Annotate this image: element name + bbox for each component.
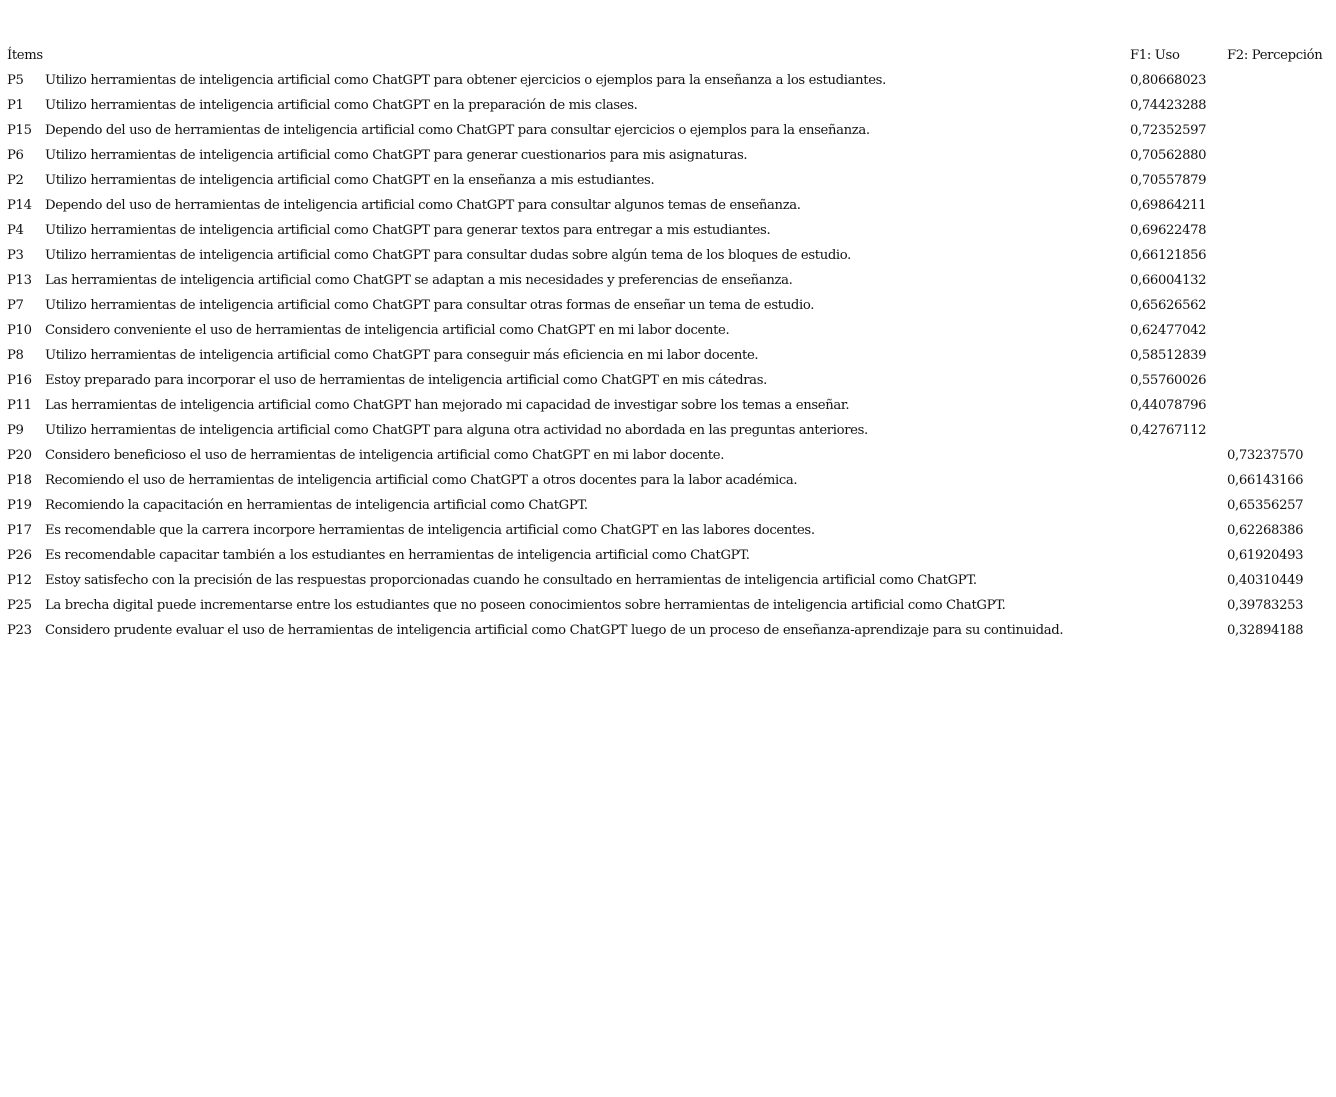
table-row [7, 343, 1327, 368]
table-row [7, 218, 1327, 243]
f2-loading: 0,40310449 [1227, 573, 1304, 588]
table-row [7, 293, 1327, 318]
table-row [7, 143, 1327, 168]
header-f2: F2: Percepción [1227, 48, 1323, 63]
item-text: La brecha digital puede incrementarse entre los estudiantes que no poseen conocimientos sobre herramientas de inteligencia artificial como ChatGPT. [45, 598, 1006, 613]
item-code: P10 [7, 323, 32, 338]
f2-loading [1227, 218, 1327, 243]
f1-loading [1130, 543, 1227, 568]
item-text: Considero conveniente el uso de herramientas de inteligencia artificial como ChatGPT en mi labor docente. [45, 323, 730, 338]
f1-loading: 0,70562880 [1130, 148, 1207, 163]
item-code: P5 [7, 73, 24, 88]
f2-loading [1227, 193, 1327, 218]
f2-loading: 0,39783253 [1227, 598, 1304, 613]
item-code: P1 [7, 98, 24, 113]
item-code: P17 [7, 523, 32, 538]
f2-loading [1227, 393, 1327, 418]
f2-loading: 0,62268386 [1227, 523, 1304, 538]
f2-loading [1227, 318, 1327, 343]
f1-loading [1130, 468, 1227, 493]
item-text: Considero prudente evaluar el uso de herramientas de inteligencia artificial como ChatGPT luego de un proceso de enseñanza-aprendizaje para su continuidad. [45, 623, 1064, 638]
item-code: P6 [7, 148, 24, 163]
f2-loading: 0,61920493 [1227, 548, 1304, 563]
f1-loading [1130, 518, 1227, 543]
f2-loading [1227, 68, 1327, 93]
f1-loading [1130, 443, 1227, 468]
f1-loading: 0,58512839 [1130, 348, 1207, 363]
item-text: Utilizo herramientas de inteligencia artificial como ChatGPT para generar textos para entregar a mis estudiantes. [45, 223, 771, 238]
table-row [7, 543, 1327, 568]
item-code: P7 [7, 298, 24, 313]
table-row [7, 618, 1327, 643]
item-code: P16 [7, 373, 32, 388]
item-text: Estoy preparado para incorporar el uso de herramientas de inteligencia artificial como ChatGPT en mis cátedras. [45, 373, 767, 388]
item-code: P23 [7, 623, 32, 638]
f1-loading: 0,42767112 [1130, 423, 1207, 438]
item-text: Recomiendo el uso de herramientas de inteligencia artificial como ChatGPT a otros docentes para la labor académica. [45, 473, 798, 488]
factor-loadings-table [7, 43, 1327, 643]
table-row [7, 118, 1327, 143]
item-text: Utilizo herramientas de inteligencia artificial como ChatGPT para obtener ejercicios o ejemplos para la enseñanza a los estudiantes. [45, 73, 886, 88]
f1-loading: 0,55760026 [1130, 373, 1207, 388]
f2-loading [1227, 343, 1327, 368]
f2-loading: 0,65356257 [1227, 498, 1304, 513]
f1-loading: 0,72352597 [1130, 123, 1207, 138]
f1-loading: 0,69864211 [1130, 198, 1207, 213]
f2-loading [1227, 243, 1327, 268]
table-row [7, 68, 1327, 93]
table-row [7, 368, 1327, 393]
item-code: P4 [7, 223, 24, 238]
item-text: Es recomendable que la carrera incorpore herramientas de inteligencia artificial como ChatGPT en las labores docentes. [45, 523, 815, 538]
table-row [7, 418, 1327, 443]
f1-loading: 0,80668023 [1130, 73, 1207, 88]
table-row [7, 193, 1327, 218]
f2-loading [1227, 143, 1327, 168]
item-code: P26 [7, 548, 32, 563]
item-text: Las herramientas de inteligencia artificial como ChatGPT se adaptan a mis necesidades y preferencias de enseñanza. [45, 273, 793, 288]
table-row [7, 243, 1327, 268]
item-code: P13 [7, 273, 32, 288]
table-row [7, 93, 1327, 118]
item-text: Utilizo herramientas de inteligencia artificial como ChatGPT en la enseñanza a mis estudiantes. [45, 173, 655, 188]
item-text: Dependo del uso de herramientas de inteligencia artificial como ChatGPT para consultar ejercicios o ejemplos para la enseñanza. [45, 123, 870, 138]
item-code: P11 [7, 398, 32, 413]
f1-loading: 0,65626562 [1130, 298, 1207, 313]
item-code: P12 [7, 573, 32, 588]
item-text: Considero beneficioso el uso de herramientas de inteligencia artificial como ChatGPT en mi labor docente. [45, 448, 725, 463]
f2-loading: 0,32894188 [1227, 623, 1304, 638]
f2-loading [1227, 368, 1327, 393]
header-f1: F1: Uso [1130, 48, 1180, 63]
header-items: Ítems [7, 48, 43, 63]
item-text: Utilizo herramientas de inteligencia artificial como ChatGPT para consultar otras formas de enseñar un tema de estudio. [45, 298, 815, 313]
table-row [7, 318, 1327, 343]
table-row [7, 493, 1327, 518]
item-code: P9 [7, 423, 24, 438]
item-text: Utilizo herramientas de inteligencia artificial como ChatGPT en la preparación de mis clases. [45, 98, 638, 113]
item-code: P20 [7, 448, 32, 463]
item-text: Utilizo herramientas de inteligencia artificial como ChatGPT para consultar dudas sobre algún tema de los bloques de estudio. [45, 248, 851, 263]
item-text: Recomiendo la capacitación en herramientas de inteligencia artificial como ChatGPT. [45, 498, 588, 513]
f1-loading [1130, 493, 1227, 518]
item-text: Dependo del uso de herramientas de inteligencia artificial como ChatGPT para consultar algunos temas de enseñanza. [45, 198, 801, 213]
item-text: Es recomendable capacitar también a los estudiantes en herramientas de inteligencia artificial como ChatGPT. [45, 548, 750, 563]
f2-loading [1227, 93, 1327, 118]
f2-loading [1227, 293, 1327, 318]
item-text: Las herramientas de inteligencia artificial como ChatGPT han mejorado mi capacidad de investigar sobre los temas a enseñar. [45, 398, 850, 413]
f1-loading [1130, 593, 1227, 618]
f2-loading: 0,66143166 [1227, 473, 1304, 488]
f1-loading: 0,66004132 [1130, 273, 1207, 288]
f2-loading [1227, 168, 1327, 193]
item-code: P8 [7, 348, 24, 363]
table-row [7, 518, 1327, 543]
table-row [7, 593, 1327, 618]
table-row [7, 268, 1327, 293]
f2-loading [1227, 418, 1327, 443]
f2-loading [1227, 118, 1327, 143]
item-code: P15 [7, 123, 32, 138]
item-code: P3 [7, 248, 24, 263]
f1-loading: 0,66121856 [1130, 248, 1207, 263]
f2-loading: 0,73237570 [1227, 448, 1304, 463]
f1-loading: 0,62477042 [1130, 323, 1207, 338]
header-row [7, 43, 1327, 68]
item-text: Estoy satisfecho con la precisión de las respuestas proporcionadas cuando he consultado en herramientas de inteligencia artificial como ChatGPT. [45, 573, 977, 588]
f1-loading: 0,44078796 [1130, 398, 1207, 413]
table-row [7, 443, 1327, 468]
table-row [7, 568, 1327, 593]
f1-loading [1130, 618, 1227, 643]
item-code: P14 [7, 198, 32, 213]
item-code: P19 [7, 498, 32, 513]
table-row [7, 168, 1327, 193]
table-row [7, 393, 1327, 418]
item-text: Utilizo herramientas de inteligencia artificial como ChatGPT para alguna otra actividad no abordada en las preguntas anteriores. [45, 423, 868, 438]
item-text: Utilizo herramientas de inteligencia artificial como ChatGPT para generar cuestionarios para mis asignaturas. [45, 148, 748, 163]
f1-loading: 0,69622478 [1130, 223, 1207, 238]
table-row [7, 468, 1327, 493]
f1-loading: 0,70557879 [1130, 173, 1207, 188]
f1-loading: 0,74423288 [1130, 98, 1207, 113]
f1-loading [1130, 568, 1227, 593]
f2-loading [1227, 268, 1327, 293]
item-code: P2 [7, 173, 24, 188]
item-code: P25 [7, 598, 32, 613]
item-code: P18 [7, 473, 32, 488]
item-text: Utilizo herramientas de inteligencia artificial como ChatGPT para conseguir más eficiencia en mi labor docente. [45, 348, 759, 363]
